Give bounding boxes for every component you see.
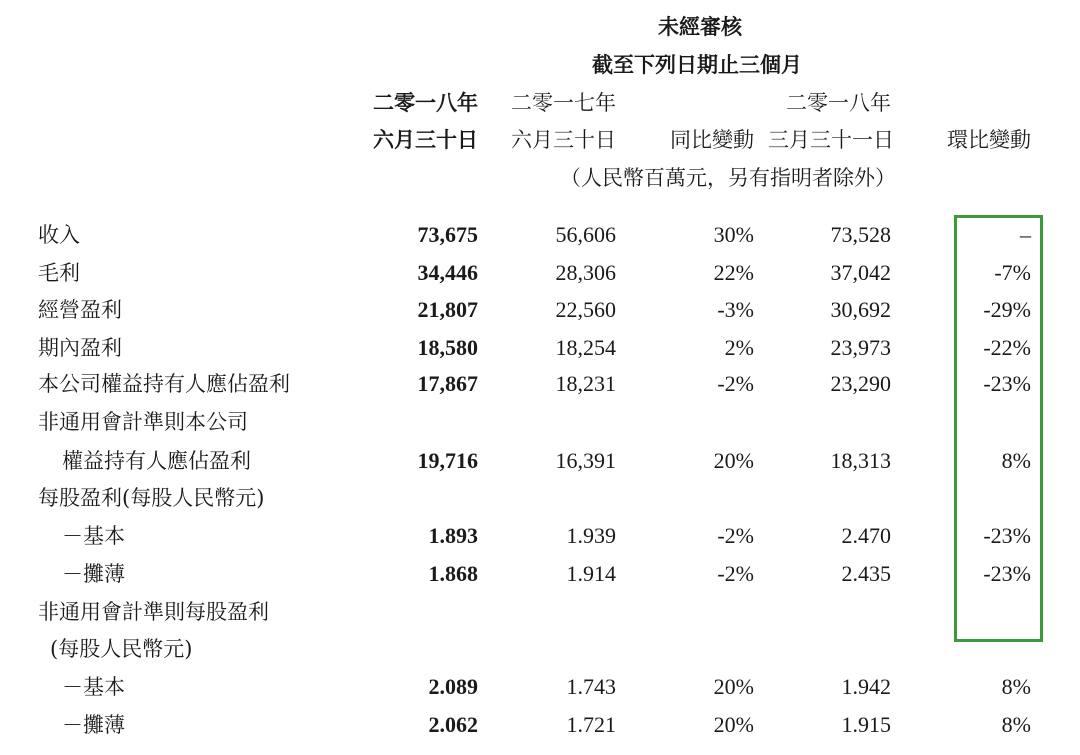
- col4-header-line1: 二零一八年: [786, 91, 891, 115]
- value-q2-2017: 1.743: [566, 674, 616, 699]
- table-row-nongaap-heading: [0, 404, 1080, 440]
- row-label: (每股人民幣元): [50, 637, 193, 661]
- row-label: 經營盈利: [38, 298, 122, 322]
- table-row-attributable-profit: [0, 366, 1080, 402]
- value-q1-2018: 23,290: [830, 371, 891, 396]
- row-label: 收入: [38, 223, 80, 247]
- value-q2-2018: 2.089: [428, 674, 478, 699]
- value-q1-2018: 1.942: [841, 674, 891, 699]
- value-q1-2018: 2.435: [841, 561, 891, 586]
- value-q2-2018: 1.868: [428, 561, 478, 586]
- table-row-operating-profit: [0, 292, 1080, 328]
- col5-header-line2: 環比變動: [947, 128, 1031, 152]
- value-q1-2018: 30,692: [830, 297, 891, 322]
- value-qoq-change: –: [1020, 222, 1031, 247]
- value-qoq-change: 8%: [1001, 448, 1031, 473]
- row-label: －攤薄: [62, 713, 125, 737]
- value-q2-2017: 1.939: [566, 523, 616, 548]
- value-q2-2017: 28,306: [555, 260, 616, 285]
- value-qoq-change: 8%: [1001, 674, 1031, 699]
- row-label: 毛利: [38, 261, 80, 285]
- value-yoy-change: 20%: [713, 674, 754, 699]
- value-yoy-change: 20%: [713, 448, 754, 473]
- row-label: 本公司權益持有人應佔盈利: [38, 372, 290, 396]
- header-unaudited: 未經審核: [658, 14, 742, 39]
- value-yoy-change: -2%: [717, 371, 754, 396]
- col1-header-line1: 二零一八年: [373, 90, 478, 115]
- value-yoy-change: 2%: [724, 335, 754, 360]
- value-q2-2018: 34,446: [417, 260, 478, 285]
- col2-header-line1: 二零一七年: [511, 91, 616, 115]
- value-q2-2017: 56,606: [555, 222, 616, 247]
- value-qoq-change: -22%: [983, 335, 1031, 360]
- table-row-nongaap-eps-unit: [0, 631, 1080, 667]
- table-row-revenue: [0, 217, 1080, 253]
- value-q1-2018: 18,313: [830, 448, 891, 473]
- value-qoq-change: -7%: [994, 260, 1031, 285]
- value-yoy-change: -2%: [717, 523, 754, 548]
- value-qoq-change: -23%: [983, 561, 1031, 586]
- value-q1-2018: 2.470: [841, 523, 891, 548]
- table-row-nongaap-attributable-profit: [0, 443, 1080, 479]
- table-row-eps-heading: [0, 480, 1080, 516]
- value-yoy-change: 20%: [713, 712, 754, 737]
- value-q2-2018: 1.893: [428, 523, 478, 548]
- value-q1-2018: 23,973: [830, 335, 891, 360]
- value-q2-2017: 18,254: [555, 335, 616, 360]
- value-q2-2018: 18,580: [417, 335, 478, 360]
- value-q2-2018: 17,867: [417, 371, 478, 396]
- table-row-eps-basic: [0, 518, 1080, 554]
- value-q2-2018: 73,675: [417, 222, 478, 247]
- col4-header-line2: 三月三十一日: [768, 128, 894, 152]
- value-q2-2017: 1.914: [566, 561, 616, 586]
- row-label: 非通用會計準則本公司: [38, 410, 248, 434]
- col2-header-line2: 六月三十日: [511, 128, 616, 152]
- value-qoq-change: -29%: [983, 297, 1031, 322]
- table-row-nongaap-eps-heading: [0, 594, 1080, 630]
- value-q2-2018: 19,716: [417, 448, 478, 473]
- col3-header-line2: 同比變動: [670, 128, 754, 152]
- value-q1-2018: 37,042: [830, 260, 891, 285]
- value-q2-2017: 1.721: [566, 712, 616, 737]
- table-row-eps-diluted: [0, 556, 1080, 592]
- table-row-gross-profit: [0, 255, 1080, 291]
- row-label: －基本: [62, 524, 125, 548]
- value-qoq-change: -23%: [983, 523, 1031, 548]
- row-label: －攤薄: [62, 562, 125, 586]
- row-label: －基本: [62, 675, 125, 699]
- value-yoy-change: 30%: [713, 222, 754, 247]
- header-period: 截至下列日期止三個月: [592, 52, 802, 77]
- table-row-nongaap-eps-diluted: [0, 707, 1080, 743]
- units-note: （人民幣百萬元，另有指明者除外）: [560, 166, 896, 190]
- value-yoy-change: -3%: [717, 297, 754, 322]
- value-q1-2018: 1.915: [841, 712, 891, 737]
- value-q2-2018: 21,807: [417, 297, 478, 322]
- row-label: 非通用會計準則每股盈利: [38, 600, 269, 624]
- value-q2-2017: 18,231: [555, 371, 616, 396]
- value-qoq-change: -23%: [983, 371, 1031, 396]
- col1-header-line2: 六月三十日: [373, 127, 478, 152]
- value-q2-2018: 2.062: [428, 712, 478, 737]
- value-yoy-change: -2%: [717, 561, 754, 586]
- value-yoy-change: 22%: [713, 260, 754, 285]
- row-label: 期內盈利: [38, 336, 122, 360]
- row-label: 權益持有人應佔盈利: [62, 449, 251, 473]
- row-label: 每股盈利(每股人民幣元): [38, 486, 265, 510]
- table-row-nongaap-eps-basic: [0, 669, 1080, 705]
- value-q1-2018: 73,528: [830, 222, 891, 247]
- value-qoq-change: 8%: [1001, 712, 1031, 737]
- value-q2-2017: 16,391: [555, 448, 616, 473]
- value-q2-2017: 22,560: [555, 297, 616, 322]
- table-row-period-profit: [0, 330, 1080, 366]
